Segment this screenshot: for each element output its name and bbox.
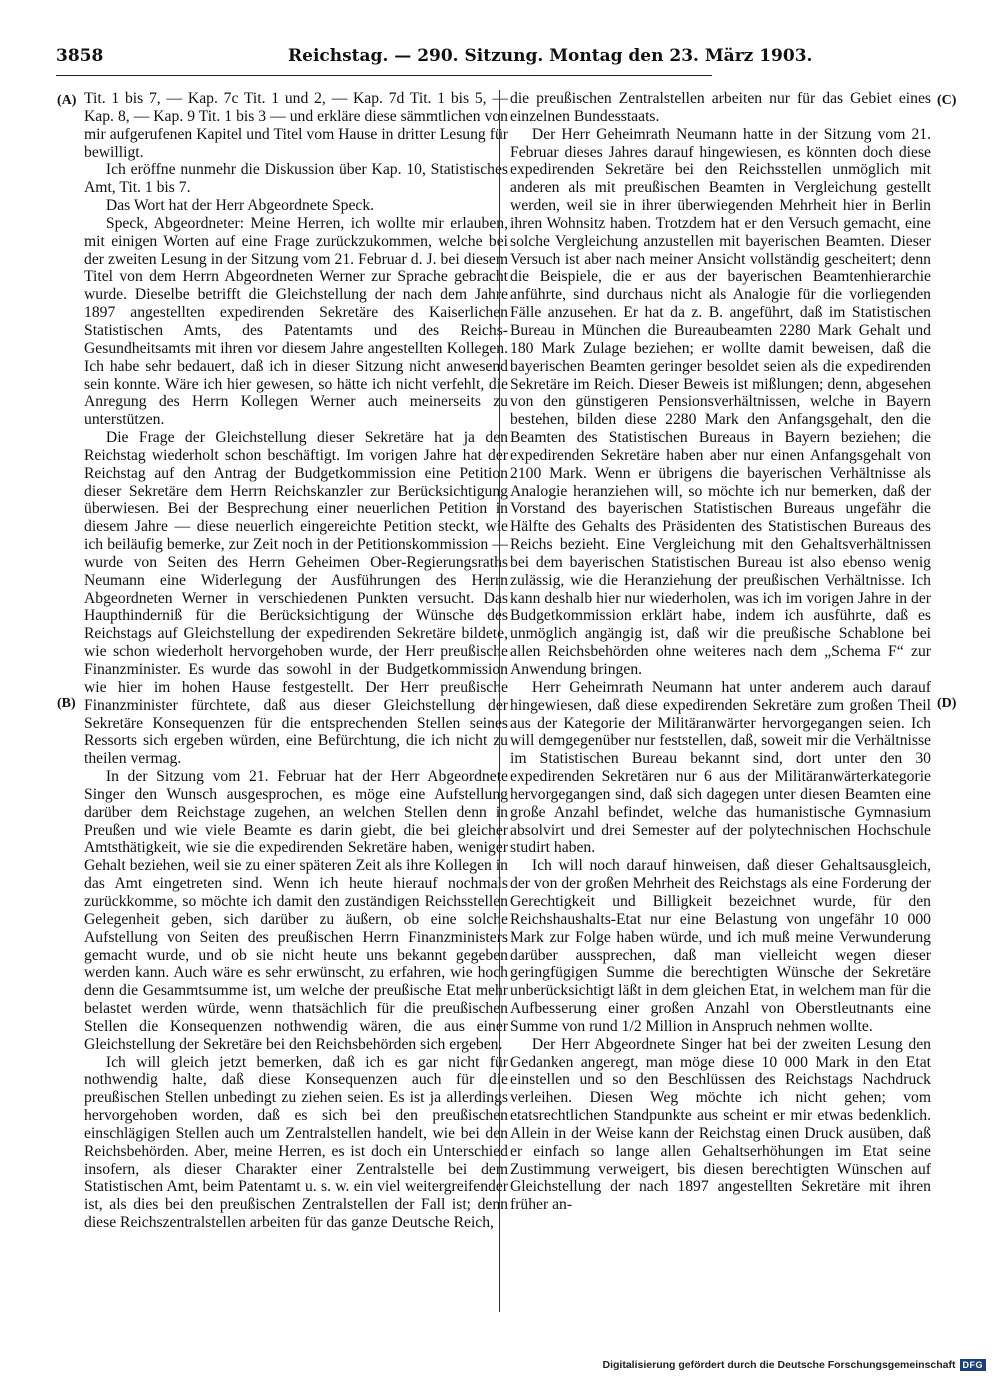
margin-marker-b: (B) xyxy=(57,696,76,711)
paragraph: Der Herr Abgeordnete Singer hat bei der zweiten Lesung den Gedanken angeregt, man möge diese 10 000 Mark in den Etat einstellen und so den Beschlüssen des Reichstags Nachdruck verleihen. Diesen Weg möchte ich nicht gehen; vom etatsrechtlichen Standpunkte aus scheint er mir etwas bedenklich. Allein in der Weise kann der Reichstag einen Druck ausüben, daß er einfach so lange allen Gehaltserhöhungen im Etat seine Zustimmung verweigert, bis diesen berechtigten Wünschen auf Gleichstellung der nach 1897 angestellten Sekretäre mit ihren früher an- xyxy=(510,1035,931,1214)
column-divider xyxy=(499,90,500,1312)
paragraph: Die Frage der Gleichstellung dieser Sekretäre hat ja den Reichstag wiederholt schon beschäftigt. Im vorigen Jahre hat der Reichstag auf den Antrag der Budgetkommission eine Petition dieser Sekretäre dem Herrn Reichskanzler zur Berücksichtigung überwiesen. Bei der Besprechung einer neuerlichen Petition in diesem Jahre — diese neuerlich eingereichte Petition steckt, wie ich beiläufig bemerke, zur Zeit noch in der Petitionskommission — wurde von Seiten des Herrn Geheimen Ober-Regierungsraths Neumann eine Widerlegung der Ausführungen des Herrn Abgeordneten Werner in verschiedenen Punkten versucht. Das Haupthinderniß für die Berücksichtigung der Wünsche des Reichstags auf Gleichstellung der expedirenden Sekretäre bildete, wie schon wiederholt hervorgehoben wurde, der Herr preußische Finanzminister. Es wurde das sowohl in der Budgetkommission wie hier im hohen Hause festgestellt. Der Herr preußische Finanzminister fürchtete, daß aus dieser Gleichstellung der Sekretäre Konsequenzen für die entsprechenden Stellen seines Ressorts sich ergeben würden, eine Befürchtung, die ich nicht zu theilen vermag. xyxy=(84,429,508,768)
paragraph: Speck, Abgeordneter: Meine Herren, ich wollte mir erlauben, mit einigen Worten auf eine Frage zurückzukommen, welche bei der zweiten Lesung in der Sitzung vom 21. Februar d. J. bei diesem Titel von dem Herrn Abgeordneten Werner zur Sprache gebracht wurde. Dieselbe betrifft die Gleichstellung der nach dem Jahre 1897 angestellten expedirenden Sekretäre des Kaiserlichen Statistischen Amts, des Patentamts und des Reichs-Gesundheitsamts mit ihren vor diesem Jahre angestellten Kollegen. Ich habe sehr bedauert, daß ich in dieser Sitzung nicht anwesend sein konnte. Wäre ich hier gewesen, so hätte ich nicht verfehlt, die Anregung des Herrn Kollegen Werner auch meinerseits zu unterstützen. xyxy=(84,214,508,429)
margin-marker-c: (C) xyxy=(937,93,957,108)
right-column xyxy=(510,90,931,1312)
paragraph: Herr Geheimrath Neumann hat unter anderem auch darauf hingewiesen, daß diese expedirenden Sekretäre zum großen Theil aus der Kategorie der Militäranwärter hervorgegangen seien. Ich will demgegenüber nur feststellen, daß, soweit mir die Verhältnisse im Statistischen Bureau bekannt sind, dort unter den 30 expedirenden Sekretären nur 6 aus der Militäranwärterkategorie hervorgegangen sind, daß sich dagegen unter diesen Beamten eine große Anzahl befindet, welche das humanistische Gymnasium absolvirt und drei Semester auf der polytechnischen Hochschule studirt haben. xyxy=(510,678,931,857)
page-header-title: Reichstag. — 290. Sitzung. Montag den 23. März 1903. xyxy=(288,46,813,66)
paragraph: In der Sitzung vom 21. Februar hat der Herr Abgeordnete Singer den Wunsch ausgesprochen, es möge eine Aufstellung darüber dem Reichstage zugehen, an welchen Stellen denn in Preußen und wie viele Beamte es darin giebt, die bei gleicher Amtsthätigkeit, wie sie die expedirenden Sekretäre haben, weniger Gehalt beziehen, weil sie zu einer späteren Zeit als ihre Kollegen in das Amt eingetreten sind. Wenn ich heute hierauf nochmals zurückkomme, so möchte ich damit den zuständigen Reichsstellen Gelegenheit geben, sich darüber zu äußern, ob eine solche Aufstellung von Seiten des preußischen Herrn Finanzministers gemacht wurde, und ob sie nicht heute uns bekannt gegeben werden kann. Auch wäre es sehr erwünscht, zu erfahren, wie hoch denn die Gesammtsumme ist, um welche der preußische Etat mehr belastet werden würde, wenn thatsächlich für die preußischen Stellen die Konsequenzen nothwendig wären, die aus einer Gleichstellung der Sekretäre bei den Reichsbehörden sich ergeben. xyxy=(84,768,508,1053)
paragraph: Tit. 1 bis 7, — Kap. 7c Tit. 1 und 2, — Kap. 7d Tit. 1 bis 5, — Kap. 8, — Kap. 9 Tit. 1 bis 3 — und erkläre diese sämmtlichen von mir aufgerufenen Kapitel und Titel vom Hause in dritter Lesung für bewilligt. xyxy=(84,90,508,161)
margin-marker-d: (D) xyxy=(937,696,957,711)
footer-text: Digitalisierung gefördert durch die Deutsche Forschungsgemeinschaft xyxy=(602,1359,956,1371)
paragraph: Ich eröffne nunmehr die Diskussion über Kap. 10, Statistisches Amt, Tit. 1 bis 7. xyxy=(84,161,508,197)
left-column xyxy=(84,90,508,1312)
paragraph: Der Herr Geheimrath Neumann hatte in der Sitzung vom 21. Februar dieses Jahres darauf hingewiesen, es könnten doch diese expedirenden Sekretäre bei den Reichsstellen unmöglich mit anderen als mit preußischen Beamten in Vergleichung gestellt werden, weil sie in ihrer überwiegenden Mehrheit hier in Berlin ihren Wohnsitz haben. Trotzdem hat er den Versuch gemacht, eine solche Vergleichung anzustellen mit bayerischen Beamten. Dieser Versuch ist aber nach meiner Ansicht vollständig gescheitert; denn die Beispiele, die er aus der bayerischen Beamtenhierarchie anführte, sind durchaus nicht als Analogie für die vorliegenden Fälle anzusehen. Er hat da z. B. angeführt, daß im Statistischen Bureau in München die Bureaubeamten 2280 Mark Gehalt und 180 Mark Zulage beziehen; er wollte damit beweisen, daß die bayerischen Beamten geringer besoldet seien als die expedirenden Sekretäre im Reich. Dieser Beweis ist mißlungen; denn, abgesehen von den günstigeren Pensionsverhältnissen, welche in Bayern bestehen, bilden diese 2280 Mark den Anfangsgehalt, den die Beamten des Statistischen Bureaus in Bayern beziehen; die expedirenden Sekretäre haben aber nur einen Anfangsgehalt von 2100 Mark. Wenn er übrigens die bayerischen Verhältnisse als Analogie heranziehen will, so möchte ich nur bemerken, daß der Vorstand des bayerischen Statistischen Bureaus ungefähr die Hälfte des Gehalts des Präsidenten des Statistischen Bureaus des Reichs bezieht. Eine Vergleichung mit den Gehaltsverhältnissen bei dem bayerischen Statistischen Bureau ist also ebenso wenig zulässig, wie die Heranziehung der preußischen Verhältnisse. Ich kann deshalb hier nur wiederholen, was ich im vorigen Jahre in der Budgetkommission erklärt habe, indem ich ausführte, daß es unmöglich angängig ist, daß wir die preußische Schablone bei allen Reichsbehörden ohne weiteres nach dem „Schema F“ zur Anwendung bringen. xyxy=(510,125,931,678)
paragraph: Ich will noch darauf hinweisen, daß dieser Gehaltsausgleich, der von der großen Mehrheit des Reichstags als eine Forderung der Gerechtigkeit und Billigkeit bezeichnet wurde, für den Reichshaushalts-Etat nur eine Belastung von ungefähr 10 000 Mark zur Folge haben würde, und ich muß meine Verwunderung darüber aussprechen, daß man vielleicht wegen dieser geringfügigen Summe die berechtigten Wünsche der Sekretäre unberücksichtigt läßt in dem gleichen Etat, in welchem man für die Aufbesserung einer großen Anzahl von Oberstleutnants eine Summe von rund 1/2 Million in Anspruch nehmen wollte. xyxy=(510,857,931,1035)
paragraph: Ich will gleich jetzt bemerken, daß ich es gar nicht für nothwendig halte, daß diese Konsequenzen auch für die preußischen Stellen unbedingt zu ziehen seien. Es ist ja allerdings hervorgehoben worden, daß es sich bei den preußischen einschlägigen Stellen auch um Zentralstellen handelt, wie bei den Reichsbehörden. Aber, meine Herren, es ist doch ein Unterschied insofern, als dieser Charakter einer Zentralstelle bei dem Statistischen Amt, beim Patentamt u. s. w. ein viel weitergreifender ist, als dies bei den preußischen Zentralstellen der Fall ist; denn diese Reichszentralstellen arbeiten für das ganze Deutsche Reich, xyxy=(84,1053,508,1232)
paragraph: die preußischen Zentralstellen arbeiten nur für das Gebiet eines einzelnen Bundesstaats. xyxy=(510,90,931,125)
page-header xyxy=(56,46,813,70)
paragraph: Das Wort hat der Herr Abgeordnete Speck. xyxy=(105,197,375,215)
page-number: 3858 xyxy=(56,46,104,66)
dfg-logo: DFG xyxy=(960,1359,987,1371)
digitization-footer xyxy=(603,1357,986,1373)
margin-marker-a: (A) xyxy=(57,93,77,108)
header-rule xyxy=(56,75,712,76)
